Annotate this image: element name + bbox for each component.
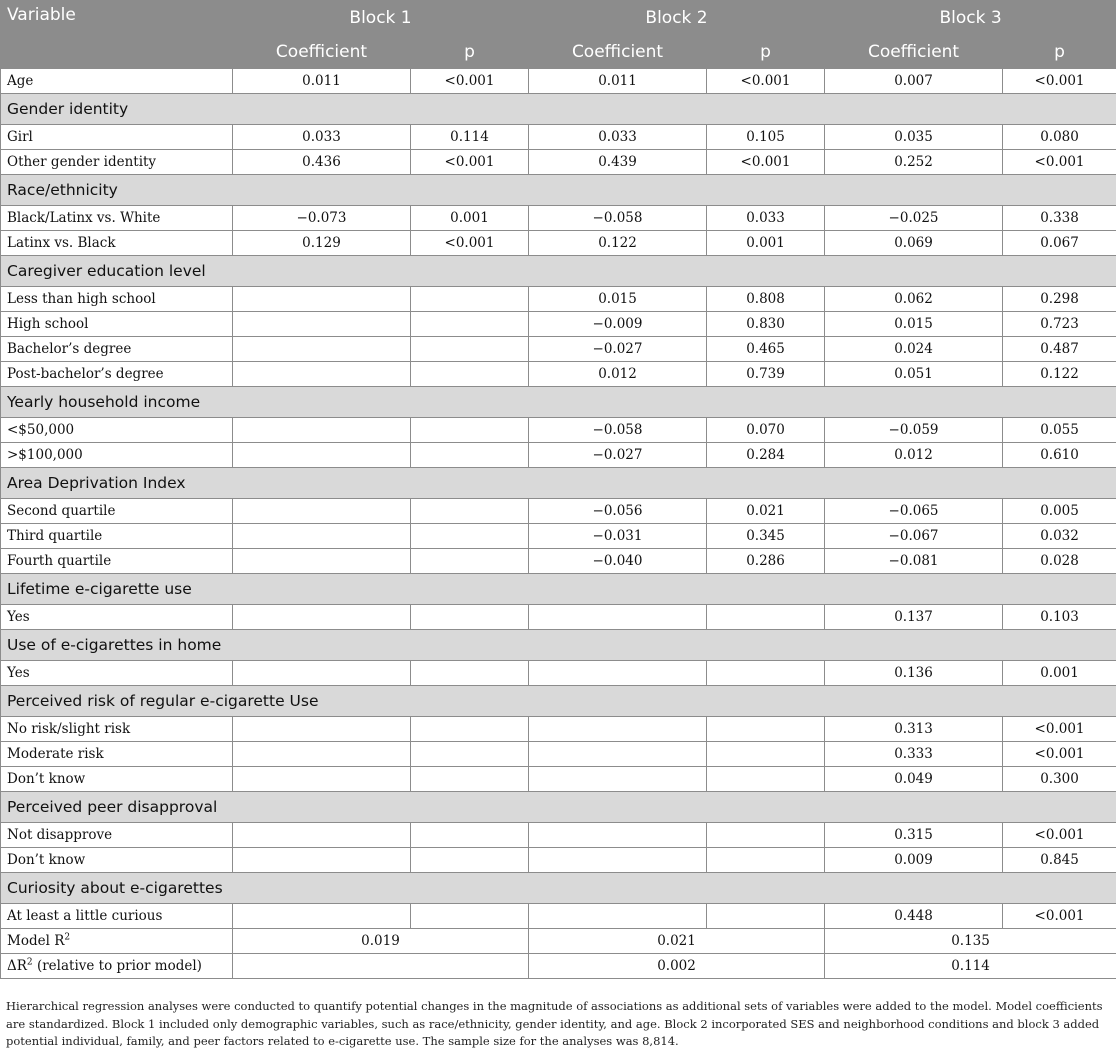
p-value-cell: 0.298 [1003,287,1116,312]
coefficient-cell [233,524,411,549]
section-label: Yearly household income [1,387,1116,418]
model-stat-cell: 0.002 [529,954,825,979]
table-row [1,904,1116,929]
model-stat-cell: 0.021 [529,929,825,954]
p-value-cell: 0.465 [707,337,825,362]
p-value-cell [411,605,529,630]
coefficient-cell: 0.137 [825,605,1003,630]
coefficient-cell [233,549,411,574]
p-value-cell [411,524,529,549]
coefficient-cell: −0.073 [233,206,411,231]
p-value-cell: 0.103 [1003,605,1116,630]
coefficient-cell: 0.439 [529,150,707,175]
table-row [1,605,1116,630]
row-label: Post-bachelor’s degree [1,362,233,387]
p-value-cell: 0.338 [1003,206,1116,231]
model-stat-cell [233,954,529,979]
coefficient-cell [233,362,411,387]
coefficient-cell: 0.122 [529,231,707,256]
p-value-cell: 0.610 [1003,443,1116,468]
row-label: Other gender identity [1,150,233,175]
p-value-cell [411,287,529,312]
section-label: Area Deprivation Index [1,468,1116,499]
row-label: Third quartile [1,524,233,549]
section-header-row [1,175,1116,206]
p-value-cell: 0.080 [1003,125,1116,150]
section-header-row [1,256,1116,287]
coefficient-cell: −0.027 [529,443,707,468]
coefficient-cell: −0.027 [529,337,707,362]
table-row [1,150,1116,175]
p-value-cell: 0.830 [707,312,825,337]
table-row [1,418,1116,443]
p-value-cell [707,767,825,792]
p-value-cell: 0.021 [707,499,825,524]
header-p: p [707,36,825,69]
p-value-cell: <0.001 [707,150,825,175]
coefficient-cell [233,661,411,686]
section-header-row [1,873,1116,904]
table-row [1,549,1116,574]
row-label: Second quartile [1,499,233,524]
p-value-cell [411,661,529,686]
section-label: Gender identity [1,94,1116,125]
p-value-cell [707,605,825,630]
table-row [1,312,1116,337]
table-row [1,661,1116,686]
p-value-cell: <0.001 [411,150,529,175]
p-value-cell: <0.001 [1003,904,1116,929]
row-label: Don’t know [1,848,233,873]
section-label: Lifetime e-cigarette use [1,574,1116,605]
coefficient-cell [529,823,707,848]
p-value-cell [411,823,529,848]
p-value-cell: <0.001 [707,69,825,94]
table-row [1,206,1116,231]
table-row [1,499,1116,524]
coefficient-cell [529,661,707,686]
section-label: Curiosity about e-cigarettes [1,873,1116,904]
coefficient-cell [233,312,411,337]
p-value-cell: 0.001 [411,206,529,231]
row-label: Yes [1,661,233,686]
p-value-cell: 0.032 [1003,524,1116,549]
row-label: Bachelor’s degree [1,337,233,362]
row-label: Girl [1,125,233,150]
coefficient-cell: 0.136 [825,661,1003,686]
row-label: Age [1,69,233,94]
p-value-cell [411,312,529,337]
table-row [1,362,1116,387]
coefficient-cell: −0.025 [825,206,1003,231]
coefficient-cell [233,499,411,524]
section-header-row [1,686,1116,717]
p-value-cell: 0.300 [1003,767,1116,792]
p-value-cell: 0.284 [707,443,825,468]
p-value-cell: <0.001 [1003,717,1116,742]
table-footnote: Hierarchical regression analyses were conducted to quantify potential changes in the magnitude of associations as additional sets of variables were added to the model. Model coefficients are standardized. Block 1 included only demographic variables, such as race/ethnicity, gender identity, and age. Block 2 incorporated SES and neighborhood conditions and block 3 added potential individual, family, and peer factors related to e-cigarette use. The sample size for the analyses was 8,814. [6,999,1103,1048]
row-label-text: ΔR [7,958,27,974]
header-variable: Variable [1,1,233,69]
coefficient-cell [233,337,411,362]
coefficient-cell: 0.069 [825,231,1003,256]
section-label: Caregiver education level [1,256,1116,287]
row-label-suffix: (relative to prior model) [32,958,202,974]
row-label [1,954,233,979]
coefficient-cell: 0.448 [825,904,1003,929]
row-label: >$100,000 [1,443,233,468]
section-header-row [1,387,1116,418]
p-value-cell: 0.001 [1003,661,1116,686]
header-block-2: Block 2 [529,1,825,36]
coefficient-cell [529,767,707,792]
coefficient-cell: −0.059 [825,418,1003,443]
p-value-cell: 0.723 [1003,312,1116,337]
header-p: p [411,36,529,69]
row-label: Moderate risk [1,742,233,767]
coefficient-cell [233,823,411,848]
coefficient-cell: 0.051 [825,362,1003,387]
row-label: Fourth quartile [1,549,233,574]
coefficient-cell: 0.009 [825,848,1003,873]
row-label: High school [1,312,233,337]
row-label: Latinx vs. Black [1,231,233,256]
section-header-row [1,792,1116,823]
p-value-cell: <0.001 [1003,150,1116,175]
p-value-cell: <0.001 [411,69,529,94]
table-row [1,717,1116,742]
row-label: <$50,000 [1,418,233,443]
p-value-cell: 0.070 [707,418,825,443]
coefficient-cell [233,605,411,630]
p-value-cell [707,848,825,873]
row-label: Less than high school [1,287,233,312]
coefficient-cell: 0.129 [233,231,411,256]
p-value-cell [707,742,825,767]
p-value-cell [707,904,825,929]
table-row [1,767,1116,792]
coefficient-cell: 0.024 [825,337,1003,362]
coefficient-cell: 0.033 [529,125,707,150]
coefficient-cell [529,742,707,767]
p-value-cell [707,661,825,686]
coefficient-cell: −0.058 [529,418,707,443]
section-header-row [1,630,1116,661]
superscript: 2 [26,957,33,968]
p-value-cell: 0.067 [1003,231,1116,256]
p-value-cell [411,549,529,574]
coefficient-cell [233,717,411,742]
p-value-cell: 0.105 [707,125,825,150]
row-label: Yes [1,605,233,630]
p-value-cell [411,443,529,468]
coefficient-cell: 0.012 [825,443,1003,468]
p-value-cell: 0.739 [707,362,825,387]
p-value-cell [411,904,529,929]
coefficient-cell [233,287,411,312]
row-label: Not disapprove [1,823,233,848]
header-coefficient: Coefficient [233,36,411,69]
coefficient-cell: −0.058 [529,206,707,231]
row-label [1,929,233,954]
p-value-cell: 0.845 [1003,848,1116,873]
row-label: Don’t know [1,767,233,792]
coefficient-cell [233,443,411,468]
coefficient-cell: 0.033 [233,125,411,150]
coefficient-cell: −0.040 [529,549,707,574]
coefficient-cell: 0.011 [233,69,411,94]
p-value-cell: 0.487 [1003,337,1116,362]
coefficient-cell [529,605,707,630]
coefficient-cell [233,767,411,792]
coefficient-cell: −0.031 [529,524,707,549]
coefficient-cell: 0.011 [529,69,707,94]
p-value-cell [411,362,529,387]
p-value-cell [707,823,825,848]
table-row [1,125,1116,150]
header-block-1: Block 1 [233,1,529,36]
coefficient-cell: −0.067 [825,524,1003,549]
coefficient-cell: 0.333 [825,742,1003,767]
coefficient-cell: 0.049 [825,767,1003,792]
coefficient-cell: −0.065 [825,499,1003,524]
p-value-cell: <0.001 [1003,823,1116,848]
header-p: p [1003,36,1116,69]
table-row [1,287,1116,312]
p-value-cell: 0.345 [707,524,825,549]
p-value-cell: 0.055 [1003,418,1116,443]
coefficient-cell [529,904,707,929]
section-label: Use of e-cigarettes in home [1,630,1116,661]
table-row [1,742,1116,767]
p-value-cell: 0.122 [1003,362,1116,387]
p-value-cell [411,337,529,362]
p-value-cell: <0.001 [411,231,529,256]
section-label: Perceived peer disapproval [1,792,1116,823]
coefficient-cell: 0.035 [825,125,1003,150]
row-label: At least a little curious [1,904,233,929]
table-row [1,231,1116,256]
p-value-cell [411,499,529,524]
p-value-cell [411,742,529,767]
p-value-cell [411,418,529,443]
table-row [1,524,1116,549]
section-header-row [1,574,1116,605]
p-value-cell [411,767,529,792]
table-row [1,823,1116,848]
coefficient-cell [529,848,707,873]
coefficient-cell: 0.015 [529,287,707,312]
section-label: Perceived risk of regular e-cigarette Use [1,686,1116,717]
coefficient-cell: 0.252 [825,150,1003,175]
p-value-cell: <0.001 [1003,742,1116,767]
superscript: 2 [64,932,71,943]
p-value-cell: <0.001 [1003,69,1116,94]
table-body [1,69,1116,979]
model-stat-row [1,929,1116,954]
coefficient-cell: 0.313 [825,717,1003,742]
p-value-cell: 0.005 [1003,499,1116,524]
section-header-row [1,94,1116,125]
section-header-row [1,468,1116,499]
p-value-cell: 0.001 [707,231,825,256]
coefficient-cell [529,717,707,742]
table-row [1,69,1116,94]
p-value-cell: 0.286 [707,549,825,574]
table-row [1,848,1116,873]
coefficient-cell: −0.056 [529,499,707,524]
table-header [1,1,1116,69]
model-stat-cell: 0.135 [825,929,1116,954]
coefficient-cell: 0.012 [529,362,707,387]
table-row [1,443,1116,468]
p-value-cell: 0.114 [411,125,529,150]
p-value-cell: 0.808 [707,287,825,312]
coefficient-cell: 0.007 [825,69,1003,94]
header-coefficient: Coefficient [825,36,1003,69]
coefficient-cell: −0.009 [529,312,707,337]
coefficient-cell [233,904,411,929]
coefficient-cell [233,418,411,443]
section-label: Race/ethnicity [1,175,1116,206]
row-label: Black/Latinx vs. White [1,206,233,231]
coefficient-cell: 0.062 [825,287,1003,312]
p-value-cell [411,848,529,873]
p-value-cell [411,717,529,742]
header-coefficient: Coefficient [529,36,707,69]
p-value-cell [707,717,825,742]
table-row [1,337,1116,362]
p-value-cell: 0.028 [1003,549,1116,574]
coefficient-cell: −0.081 [825,549,1003,574]
row-label-text: Model R [7,933,65,949]
model-stat-cell: 0.019 [233,929,529,954]
p-value-cell: 0.033 [707,206,825,231]
coefficient-cell [233,848,411,873]
model-stat-row [1,954,1116,979]
coefficient-cell: 0.436 [233,150,411,175]
coefficient-cell: 0.315 [825,823,1003,848]
coefficient-cell: 0.015 [825,312,1003,337]
model-stat-cell: 0.114 [825,954,1116,979]
header-block-3: Block 3 [825,1,1116,36]
row-label: No risk/slight risk [1,717,233,742]
coefficient-cell [233,742,411,767]
